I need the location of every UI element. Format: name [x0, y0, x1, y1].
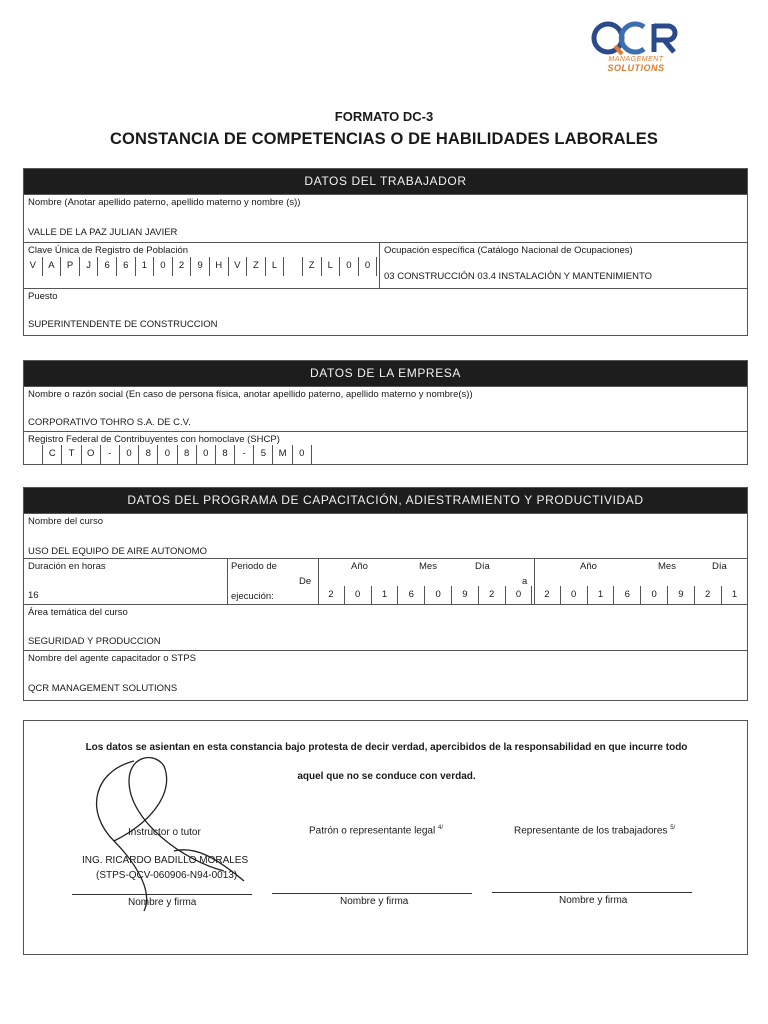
rfc-char-6: 8 — [139, 445, 158, 464]
duration-row — [24, 558, 747, 604]
instructor-name: ING. RICARDO BADILLO MORALES — [82, 855, 249, 866]
rfc-char-12: 5 — [254, 445, 273, 464]
curp-char-4: 6 — [98, 257, 117, 276]
rfc-char-1: C — [43, 445, 62, 464]
course-name-label: Nombre del curso — [28, 516, 103, 527]
company-name-value: CORPORATIVO TOHRO S.A. DE C.V. — [28, 417, 191, 428]
end-year-label: Año — [580, 561, 597, 572]
curp-char-0: V — [24, 257, 43, 276]
end-digit-3: 6 — [614, 586, 641, 605]
curp-char-14 — [284, 257, 303, 276]
course-name-value: USO DEL EQUIPO DE AIRE AUTONOMO — [28, 546, 207, 557]
from-label: De — [299, 576, 312, 587]
end-digit-5: 9 — [668, 586, 695, 605]
area-value: SEGURIDAD Y PRODUCCION — [28, 636, 161, 647]
worker-section — [23, 168, 748, 336]
end-digit-1: 0 — [561, 586, 588, 605]
rfc-char-14: 0 — [293, 445, 312, 464]
curp-char-11: V — [229, 257, 248, 276]
area-row — [24, 604, 747, 650]
curp-char-3: J — [80, 257, 99, 276]
rfc-char-9: 0 — [197, 445, 216, 464]
rfc-char-8: 8 — [178, 445, 197, 464]
worker-name-value: VALLE DE LA PAZ JULIAN JAVIER — [28, 227, 178, 238]
course-name-row — [24, 513, 747, 558]
curp-char-13: L — [266, 257, 285, 276]
worker-name-row — [24, 194, 747, 242]
curp-char-9: 9 — [191, 257, 210, 276]
curp-char-7: 0 — [154, 257, 173, 276]
patron-signature-label: Nombre y firma — [340, 896, 409, 907]
curp-char-1: A — [43, 257, 62, 276]
end-digit-4: 0 — [641, 586, 668, 605]
occupation-value: 03 CONSTRUCCIÓN 03.4 INSTALACIÓN Y MANTENIMIENTO — [384, 271, 652, 282]
start-digit-5: 9 — [452, 586, 479, 605]
worker-puesto-row — [24, 288, 747, 335]
company-section — [23, 360, 748, 465]
occupation-label: Ocupación específica (Catálogo Nacional de Ocupaciones) — [384, 245, 633, 256]
rfc-char-11: - — [235, 445, 254, 464]
worker-curp-row — [24, 242, 747, 288]
rfc-char-4: - — [101, 445, 120, 464]
program-section — [23, 487, 748, 701]
start-digit-7: 0 — [506, 586, 533, 605]
curp-char-16: L — [322, 257, 341, 276]
rfc-char-2: T — [62, 445, 81, 464]
patron-label: Patrón o representante legal $^{4/}$ — [309, 825, 443, 837]
rfc-chars — [24, 445, 312, 464]
declaration-line-2: aquel que no se conduce con verdad. — [297, 771, 476, 782]
start-day-label: Día — [475, 561, 490, 572]
start-digit-2: 1 — [372, 586, 399, 605]
curp-char-17: 0 — [340, 257, 359, 276]
duration-value: 16 — [28, 590, 39, 601]
curp-char-10: H — [210, 257, 229, 276]
logo-subtitle: MANAGEMENT SOLUTIONS — [607, 56, 665, 73]
start-month-label: Mes — [419, 561, 437, 572]
curp-char-8: 2 — [173, 257, 192, 276]
start-digit-1: 0 — [345, 586, 372, 605]
instructor-label: Instructor o tutor — [128, 827, 201, 838]
curp-char-12: Z — [247, 257, 266, 276]
rfc-label: Registro Federal de Contribuyentes con homoclave (SHCP) — [28, 434, 280, 445]
instructor-signature-label: Nombre y firma — [128, 897, 197, 908]
execution-label: ejecución: — [231, 591, 274, 602]
rfc-char-0 — [24, 445, 43, 464]
representative-label: Representante de los trabajadores $^{5/}$ — [514, 825, 676, 837]
end-date-digits — [534, 586, 748, 605]
to-label: a — [522, 576, 528, 587]
puesto-value: SUPERINTENDENTE DE CONSTRUCCION — [28, 319, 218, 330]
start-digit-0: 2 — [318, 586, 345, 605]
worker-name-label: Nombre (Anotar apellido paterno, apellido materno y nombre (s)) — [28, 197, 301, 208]
end-digit-6: 2 — [695, 586, 722, 605]
start-digit-6: 2 — [479, 586, 506, 605]
period-label: Periodo de — [231, 561, 277, 572]
agent-row — [24, 650, 747, 700]
start-digit-4: 0 — [425, 586, 452, 605]
start-date-digits — [318, 586, 532, 605]
declaration-line-1: Los datos se asientan en esta constancia bajo protesta de decir verdad, apercibidos de la responsabilidad en que incurre todo — [85, 742, 688, 753]
puesto-label: Puesto — [28, 291, 58, 302]
agent-value: QCR MANAGEMENT SOLUTIONS — [28, 683, 178, 694]
duration-label: Duración en horas — [28, 561, 106, 572]
instructor-registration: (STPS-QCV-060906-N94-0013) — [96, 870, 238, 881]
curp-chars — [24, 257, 377, 276]
end-digit-7: 1 — [722, 586, 749, 605]
start-year-label: Año — [351, 561, 368, 572]
format-title: FORMATO DC-3 — [334, 109, 434, 124]
curp-char-2: P — [61, 257, 80, 276]
signature-section — [23, 720, 748, 955]
worker-section-header: DATOS DEL TRABAJADOR — [24, 169, 747, 194]
rfc-char-5: 0 — [120, 445, 139, 464]
curp-char-6: 1 — [136, 257, 155, 276]
rfc-char-13: M — [273, 445, 292, 464]
rfc-char-3: O — [82, 445, 101, 464]
start-digit-3: 6 — [398, 586, 425, 605]
curp-char-5: 6 — [117, 257, 136, 276]
end-digit-0: 2 — [534, 586, 561, 605]
end-digit-2: 1 — [588, 586, 615, 605]
curp-char-15: Z — [303, 257, 322, 276]
program-section-header: DATOS DEL PROGRAMA DE CAPACITACIÓN, ADIESTRAMIENTO Y PRODUCTIVIDAD — [24, 488, 747, 513]
representative-signature-label: Nombre y firma — [559, 895, 628, 906]
main-title: CONSTANCIA DE COMPETENCIAS O DE HABILIDADES LABORALES — [110, 130, 658, 148]
company-name-row — [24, 386, 747, 431]
curp-label: Clave Única de Registro de Población — [28, 245, 189, 256]
rfc-char-7: 0 — [158, 445, 177, 464]
end-day-label: Día — [712, 561, 727, 572]
rfc-char-10: 8 — [216, 445, 235, 464]
end-month-label: Mes — [658, 561, 676, 572]
agent-label: Nombre del agente capacitador o STPS — [28, 653, 196, 664]
company-rfc-row — [24, 431, 747, 464]
curp-char-18: 0 — [359, 257, 378, 276]
company-section-header: DATOS DE LA EMPRESA — [24, 361, 747, 386]
area-label: Área temática del curso — [28, 607, 128, 618]
company-name-label: Nombre o razón social (En caso de persona física, anotar apellido paterno, apellido materno y nombre(s)) — [28, 389, 473, 400]
